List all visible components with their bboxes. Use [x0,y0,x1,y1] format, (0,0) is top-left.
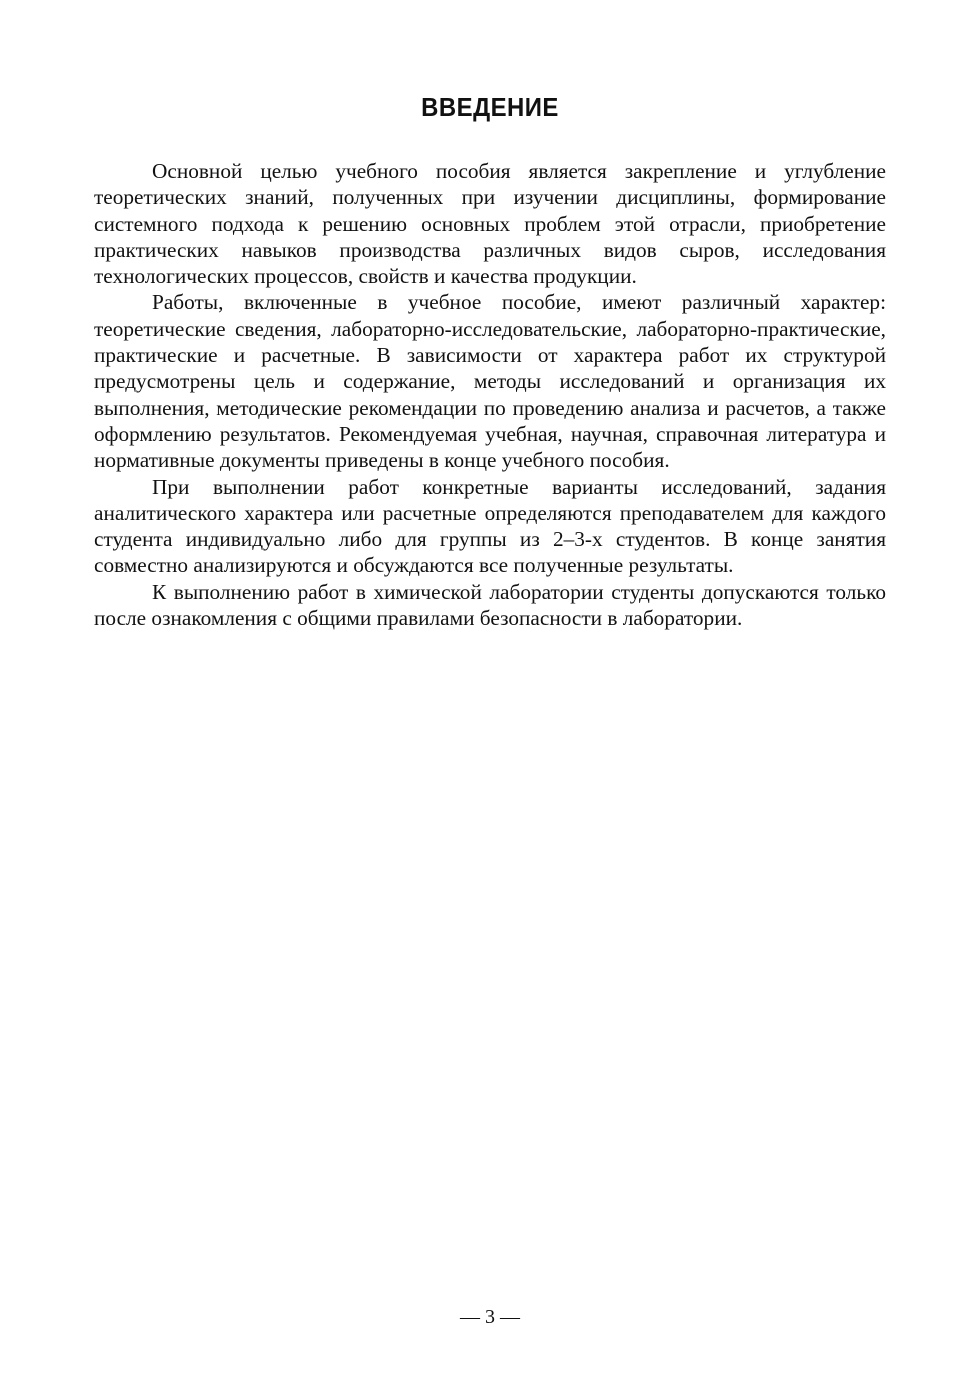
page-title: ВВЕДЕНИЕ [421,92,559,122]
paragraph-3: При выполнении работ конкретные варианты исследований, задания аналитического характера или расчетные определяются преподавателем для каждого студента индивидуально либо для группы из 2–3-х студентов. В конце занятия совместно анализируются и обсуждаются все полученные результаты. [94,474,886,578]
paragraph-4: К выполнению работ в химической лаборатории студенты допускаются только после ознакомления с общими правилами безопасности в лаборатории. [94,579,886,631]
paragraph-1: Основной целью учебного пособия является закрепление и углубление теоретических знаний, полученных при изучении дисциплины, формирование системного подхода к решению основных проблем этой отрасли, приобретение практических навыков производства различных видов сыров, исследования технологических процессов, свойств и качества продукции. [94,159,886,289]
page-number: — 3 — [460,1306,520,1328]
paragraph-2: Работы, включенные в учебное пособие, имеют различный характер: теоретические сведения, лабораторно-исследовательские, лабораторно-практические, практические и расчетные. В зависимости от характера работ их структурой предусмотрены цель и содержание, методы исследований и организация их выполнения, методические рекомендации по проведению анализа и расчетов, а также оформлению результатов. Рекомендуемая учебная, научная, справочная литература и нормативные документы приведены в конце учебного пособия. [94,290,886,473]
body-text [94,158,886,631]
